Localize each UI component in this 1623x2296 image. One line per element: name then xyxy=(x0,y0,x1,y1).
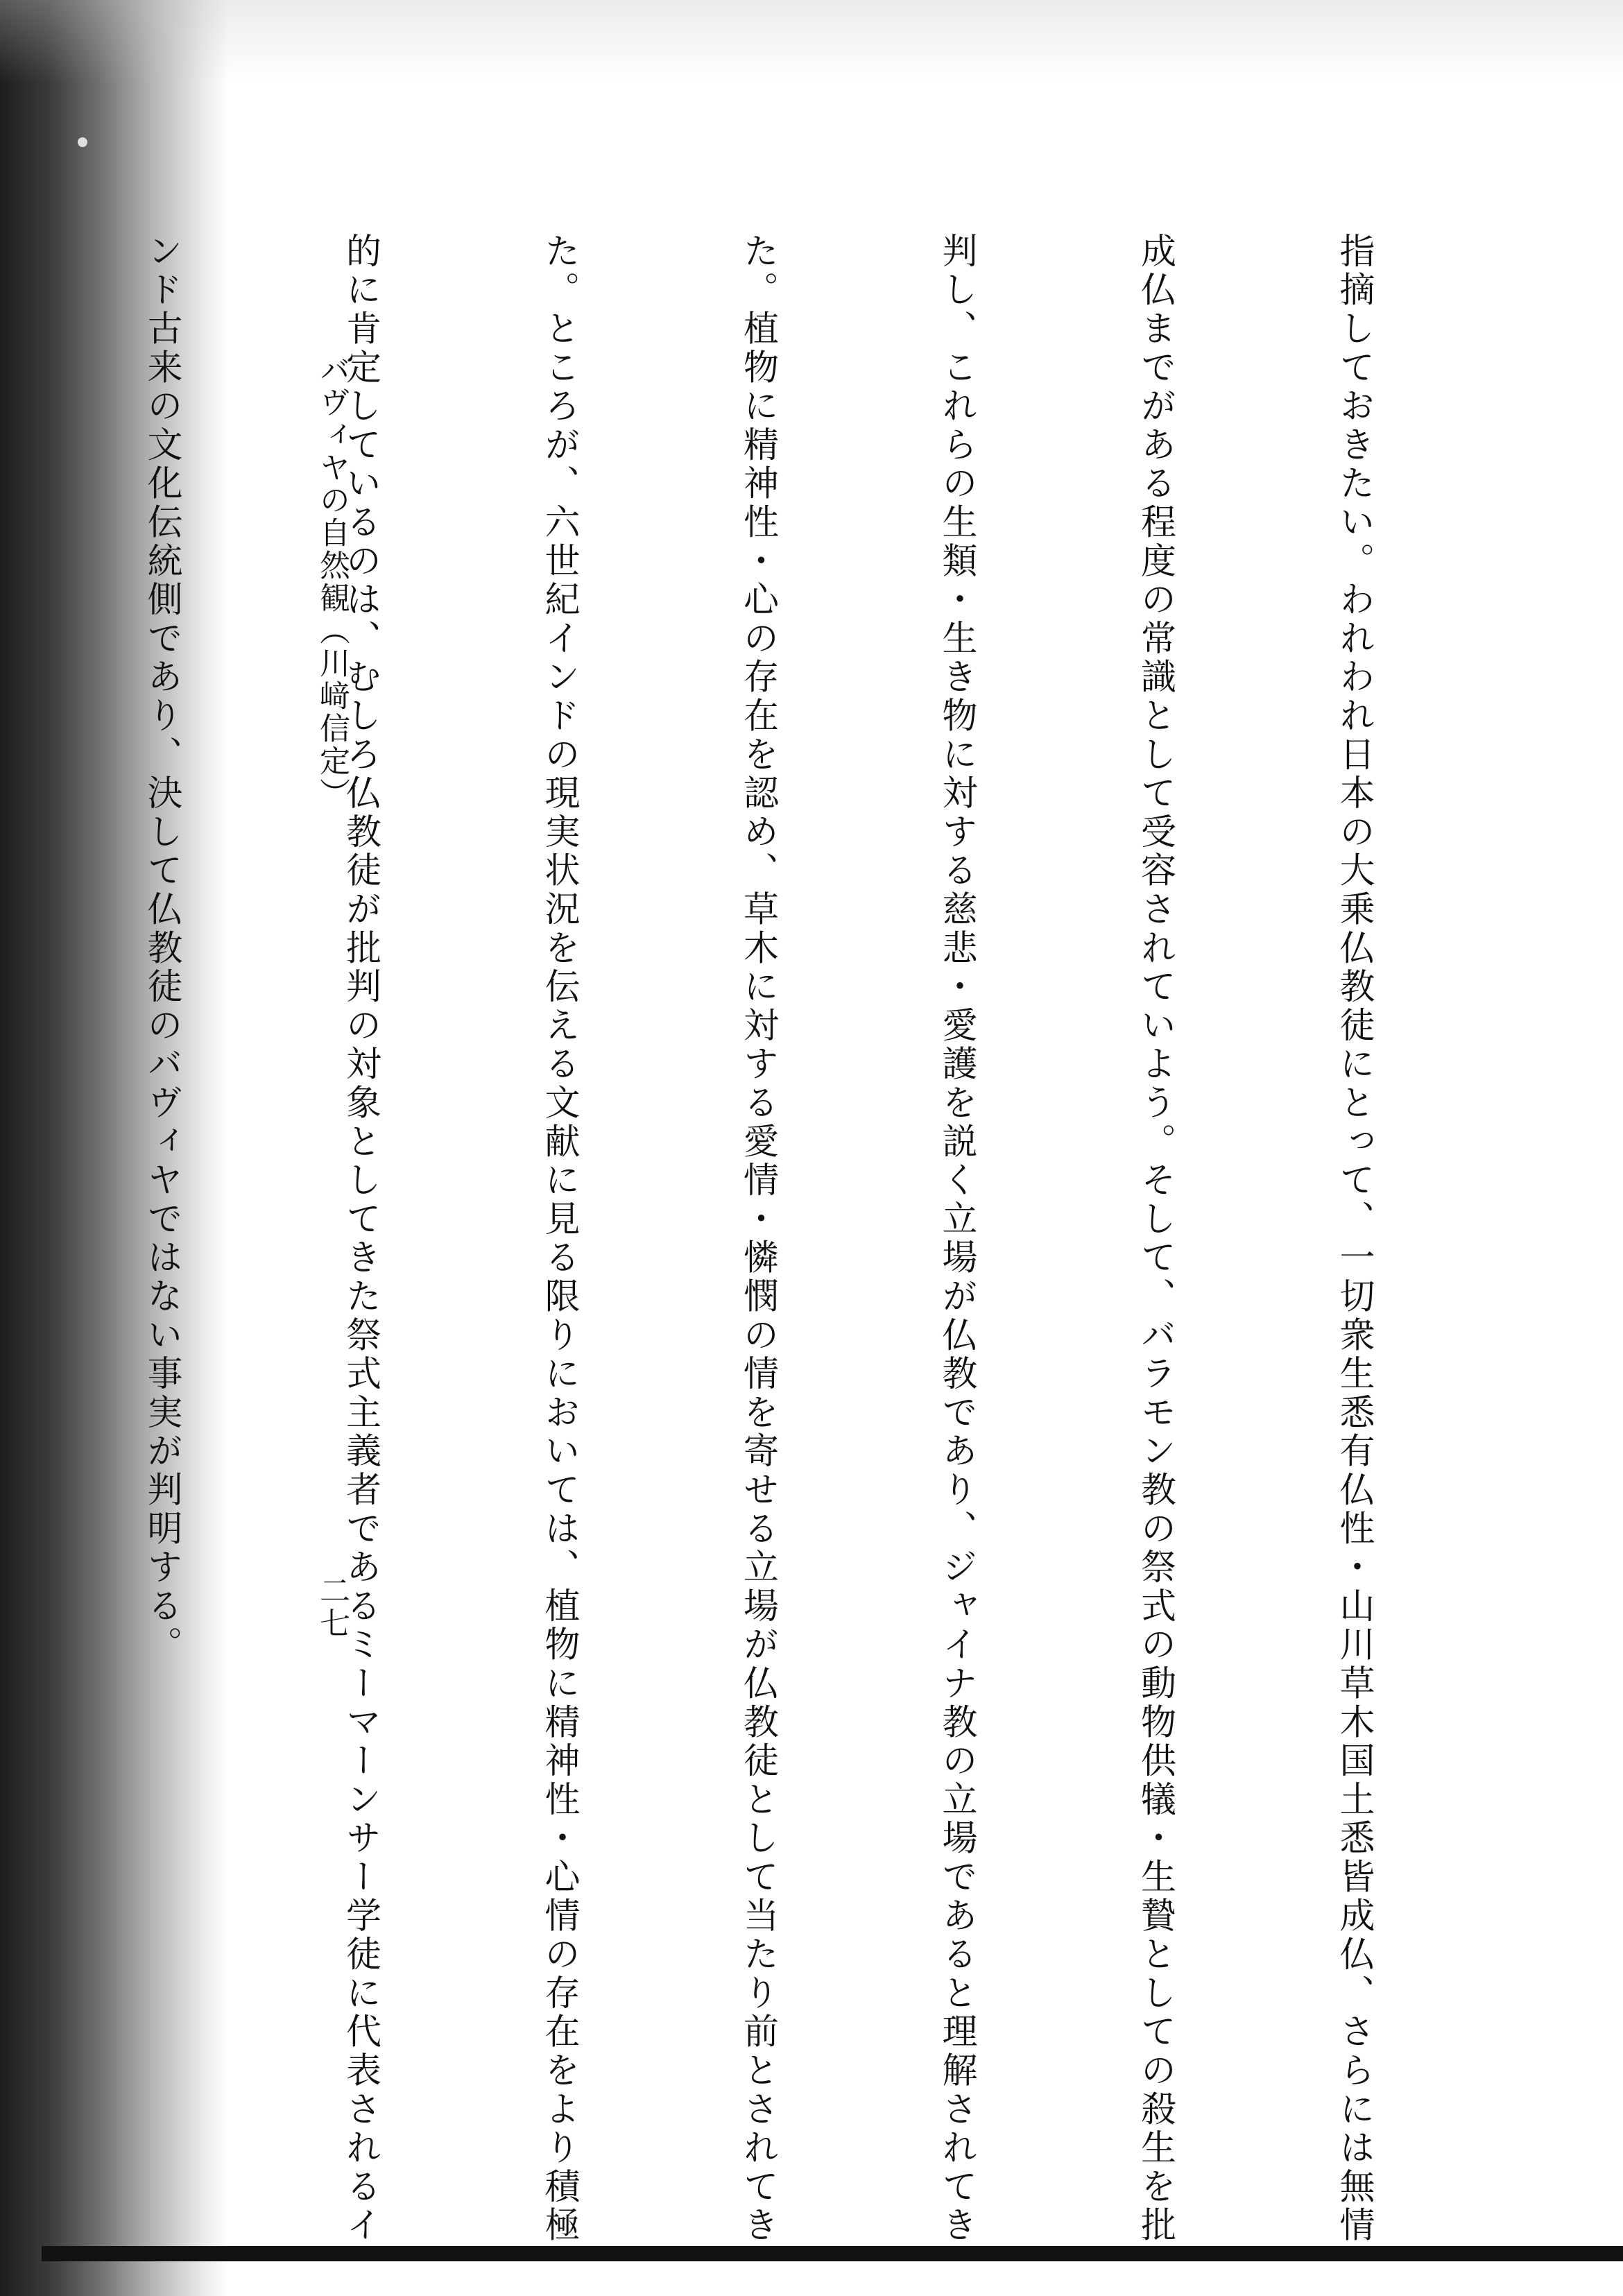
scan-top-shade xyxy=(0,0,1623,83)
text-line: 判し、これらの生類・生き物に対する慈悲・愛護を説く立場が仏教であり、ジャイナ教の立場であると理解されてき xyxy=(936,232,977,2245)
text-line: ンド古来の文化伝統側であり、決して仏教徒のバヴィヤではない事実が判明する。 xyxy=(141,232,182,1665)
text-line: た。植物に精神性・心の存在を認め、草木に対する愛情・憐憫の情を寄せる立場が仏教徒として当たり前とされてき xyxy=(737,232,778,2245)
scan-speck xyxy=(78,137,87,147)
running-title: バヴィヤの自然観（川﨑信定） xyxy=(314,354,350,810)
scan-bottom-edge xyxy=(42,2246,1623,2261)
text-line: 指摘しておきたい。われわれ日本の大乗仏教徒にとって、一切衆生悉有仏性・山川草木国土悉皆成仏、さらには無情 xyxy=(1333,232,1374,2245)
text-line: 的に肯定しているのは、むしろ仏教徒が批判の対象としてきた祭式主義者であるミーマーンサー学徒に代表されるイ xyxy=(339,232,381,2245)
page-number: 二七 xyxy=(314,1575,350,1640)
text-line: た。ところが、六世紀インドの現実状況を伝える文献に見る限りにおいては、植物に精神性・心情の存在をより積極 xyxy=(538,232,579,2245)
text-line: 成仏までがある程度の常識として受容されていよう。そして、バラモン教の祭式の動物供犠・生贄としての殺生を批 xyxy=(1134,232,1176,2245)
